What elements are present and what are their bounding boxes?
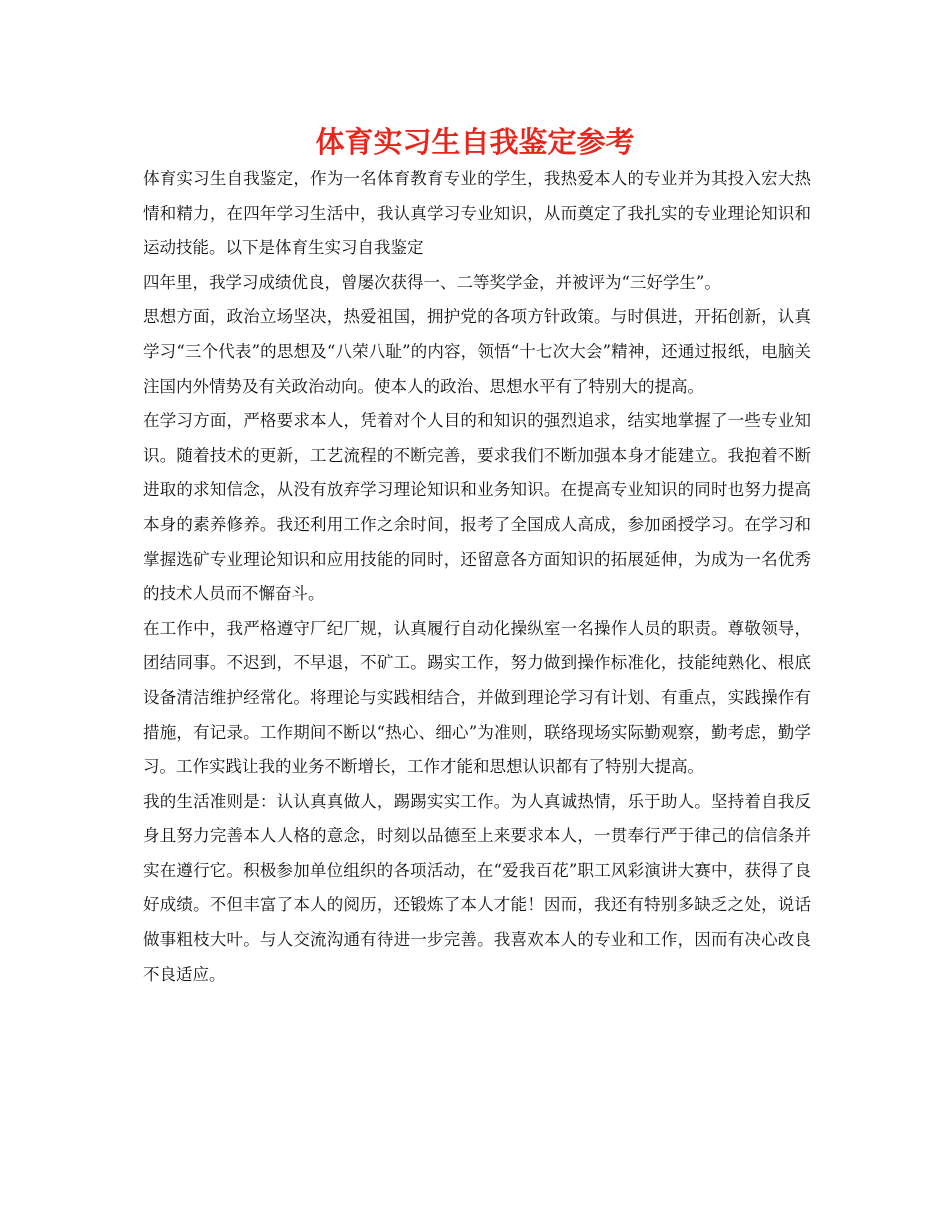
document-body [143, 162, 811, 992]
document-title: 体育实习生自我鉴定参考 [315, 125, 635, 159]
paragraph-life: 我的生活准则是：认认真真做人，踢踢实实工作。为人真诚热情，乐于助人。坚持着自我反身且努力完善本人人格的意念，时刻以品德至上来要求本人，一贯奉行严于律己的信信条并实在遵行它。积极参加单位组织的各项活动，在“爱我百花”职工风彩演讲大赛中，获得了良好成绩。不但丰富了本人的阅历，还锻炼了本人才能！因而，我还有特别多缺乏之处，说话做事粗枝大叶。与人交流沟通有待进一步完善。我喜欢本人的专业和工作，因而有决心改良不良适应。 [143, 791, 811, 984]
paragraph-grades: 四年里，我学习成绩优良，曾屡次获得一、二等奖学金，并被评为“三好学生”。 [143, 272, 721, 292]
paragraph-study: 在学习方面，严格要求本人，凭着对个人目的和知识的强烈追求，结实地掌握了一些专业知识。随着技术的更新，工艺流程的不断完善，要求我们不断加强本身才能建立。我抱着不断进取的求知信念，从没有放弃学习理论知识和业务知识。在提高专业知识的同时也努力提高本身的素养修养。我还利用工作之余时间，报考了全国成人高成，参加函授学习。在学习和掌握选矿专业理论知识和应用技能的同时，还留意各方面知识的拓展延伸，为成为一名优秀的技术人员而不懈奋斗。 [143, 411, 811, 604]
paragraph-ideology: 思想方面，政治立场坚决，热爱祖国，拥护党的各项方针政策。与时俱进，开拓创新，认真学习“三个代表”的思想及“八荣八耻”的内容，领悟“十七次大会”精神，还通过报纸，电脑关注国内外情势及有关政治动向。使本人的政治、思想水平有了特别大的提高。 [143, 307, 811, 396]
paragraph-work: 在工作中，我严格遵守厂纪厂规，认真履行自动化操纵室一名操作人员的职责。尊敬领导，团结同事。不迟到，不早退，不矿工。踢实工作，努力做到操作标准化，技能纯熟化、根底设备清洁维护经常化。将理论与实践相结合，并做到理论学习有计划、有重点，实践操作有措施，有记录。工作期间不断以“热心、细心”为准则，联络现场实际勤观察，勤考虑，勤学习。工作实践让我的业务不断增长，工作才能和思想认识都有了特别大提高。 [143, 618, 811, 777]
paragraph-intro: 体育实习生自我鉴定，作为一名体育教育专业的学生，我热爱本人的专业并为其投入宏大热情和精力，在四年学习生活中，我认真学习专业知识，从而奠定了我扎实的专业理论知识和运动技能。以下是体育生实习自我鉴定 [143, 169, 811, 258]
